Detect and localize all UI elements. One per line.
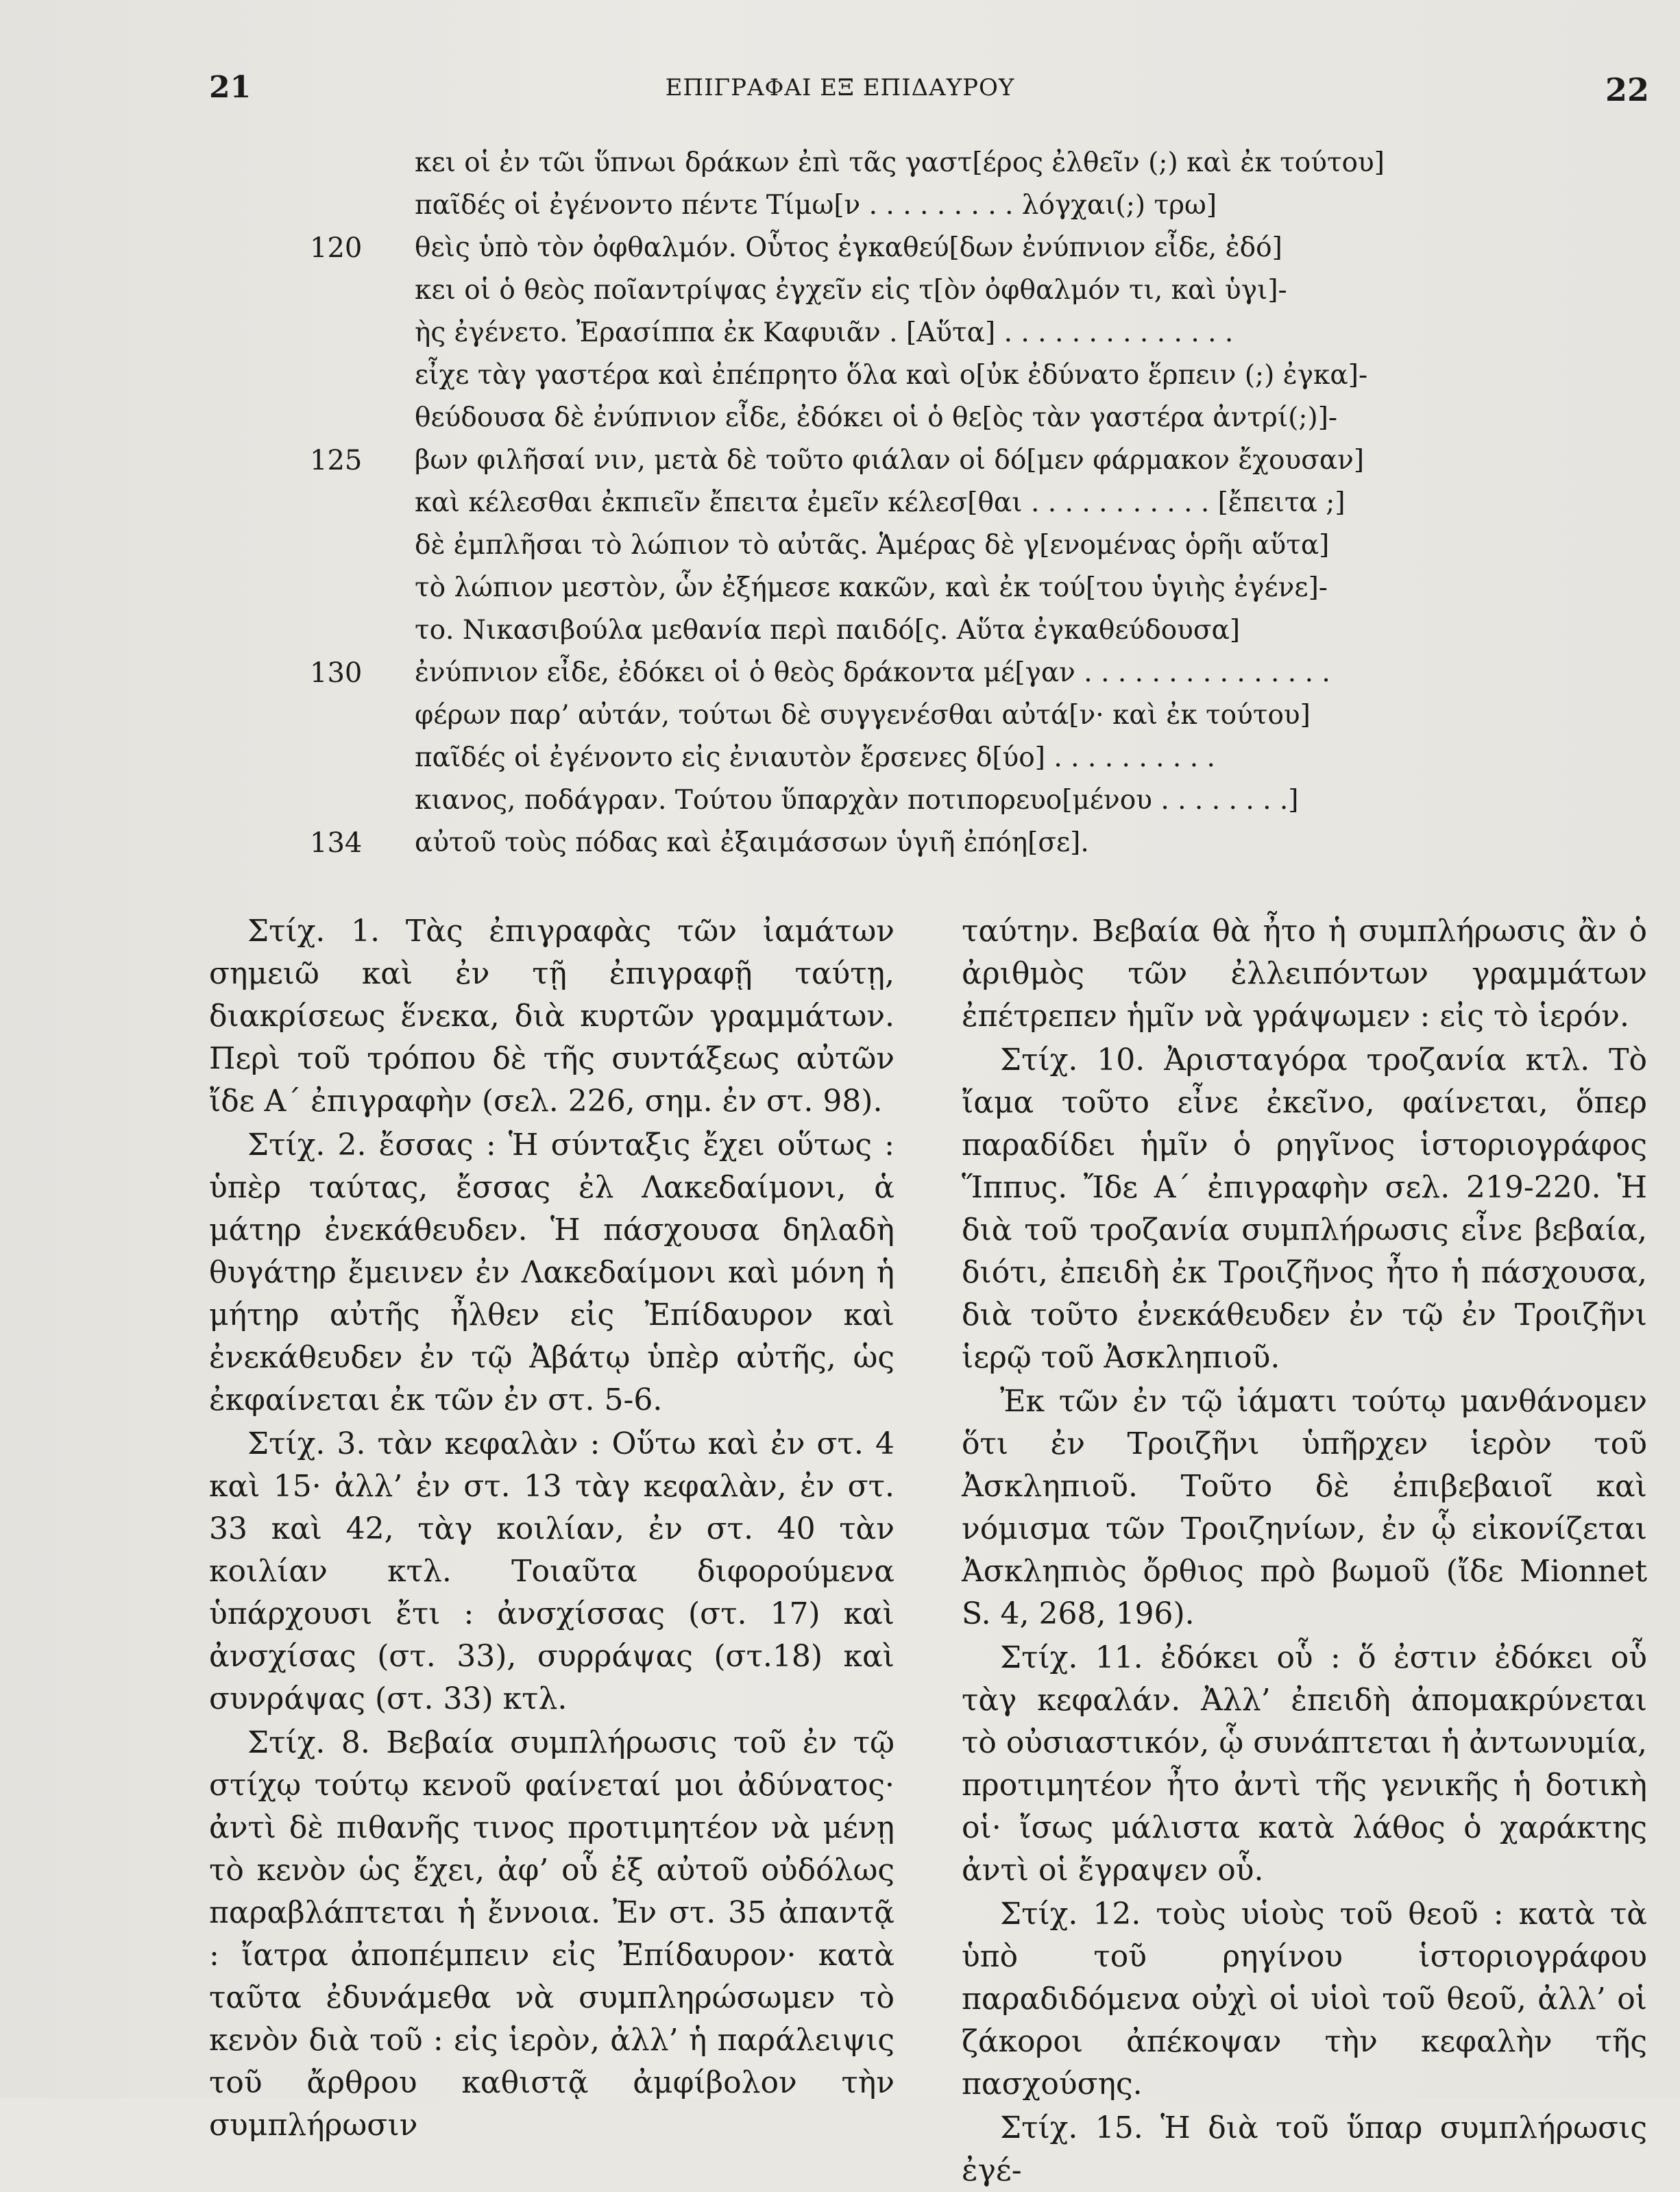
inscription-line: ἐνύπνιον εἶδε, ἐδόκει οἱ ὁ θεὸς δράκοντα μέ[γαν . . . . . . . . . . . . . . . bbox=[415, 657, 1330, 688]
commentary-paragraph: Στίχ. 15. Ἡ διὰ τοῦ ὕπαρ συμπλήρωσις ἐγέ- bbox=[962, 2110, 1647, 2188]
line-number: 130 bbox=[310, 657, 363, 689]
commentary-paragraph: Στίχ. 3. τὰν κεφαλὰν : Οὕτω καὶ ἐν στ. 4 καὶ 15· ἀλλ’ ἐν στ. 13 τὰγ κεφαλὰν, ἐν στ. 33 καὶ 42, τὰγ κοιλίαν, ἐν στ. 40 τὰν κοιλίαν κτλ. Τοιαῦτα διφορούμενα ὑπάρχουσι ἔτι : ἀνσχίσσας (στ. 17) καὶ ἀνσχίσας (στ. 33), συρράψας (στ.18) καὶ συνράψας (στ. 33) κτλ. bbox=[209, 1426, 894, 1716]
line-number: 134 bbox=[310, 827, 363, 859]
commentary-paragraph: Στίχ. 2. ἔσσας : Ἡ σύνταξις ἔχει οὕτως : ὑπὲρ ταύτας, ἔσσας ἐλ Λακεδαίμονι, ἁ μάτηρ ἐνεκάθευδεν. Ἡ πάσχουσα δηλαδὴ θυγάτηρ ἔμεινεν ἐν Λακεδαίμονι καὶ μόνη ἡ μήτηρ αὐτῆς ἦλθεν εἰς Ἐπίδαυρον καὶ ἐνεκάθευδεν ἐν τῷ Ἀβάτῳ ὑπὲρ αὐτῆς, ὡς ἐκφαίνεται ἐκ τῶν ἐν στ. 5-6. bbox=[209, 1128, 894, 1417]
commentary-paragraph: Στίχ. 12. τοὺς υἱοὺς τοῦ θεοῦ : κατὰ τὰ ὑπὸ τοῦ ρηγίνου ἱστοριογράφου παραδιδόμενα οὐχὶ οἱ υἱοὶ τοῦ θεοῦ, ἀλλ’ οἱ ζάκοροι ἀπέκοψαν τὴν κεφαλὴν τῆς πασχούσης. bbox=[962, 1897, 1647, 2102]
inscription-line: ὴς ἐγένετο. Ἐρασίππα ἐκ Καφυιᾶν . [Αὕτα] . . . . . . . . . . . . . . bbox=[415, 317, 1234, 348]
commentary-left-column bbox=[209, 910, 894, 2147]
inscription-line: θεὶς ὑπὸ τὸν ὀφθαλμόν. Οὗτος ἐγκαθεύ[δων ἐνύπνιον εἶδε, ἐδό] bbox=[415, 232, 1282, 263]
inscription-line: καὶ κέλεσθαι ἐκπιεῖν ἔπειτα ἐμεῖν κέλεσ[θαι . . . . . . . . . . . [ἔπειτα ;] bbox=[415, 487, 1346, 518]
running-title: ΕΠΙΓΡΑΦΑΙ ΕΞ ΕΠΙΔΑΥΡΟΥ bbox=[665, 74, 1015, 101]
inscription-line: κει οἱ ὁ θεὸς ποῖαντρίψας ἐγχεῖν εἰς τ[ὸν ὀφθαλμόν τι, καὶ ὑγι]- bbox=[415, 275, 1287, 306]
inscription-line: θεύδουσα δὲ ἐνύπνιον εἶδε, ἐδόκει οἱ ὁ θε[ὸς τὰν γαστέρα ἀντρί(;)]- bbox=[415, 402, 1338, 433]
commentary-paragraph: Στίχ. 8. Βεβαία συμπλήρωσις τοῦ ἐν τῷ στίχῳ τούτῳ κενοῦ φαίνεταί μοι ἀδύνατος· ἀντὶ δὲ πιθανῆς τινος προτιμητέον νὰ μένῃ τὸ κενὸν ὡς ἔχει, ἀφ’ οὗ ἐξ αὐτοῦ οὐδόλως παραβλάπτεται ἡ ἔννοια. Ἐν στ. 35 ἀπαντᾷ : ἴατρα ἀποπέμπειν εἰς Ἐπίδαυρον· κατὰ ταῦτα ἐδυνάμεθα νὰ συμπληρώσωμεν τὸ κενὸν διὰ τοῦ : εἰς ἱερὸν, ἀλλ’ ἡ παράλειψις τοῦ ἄρθρου καθιστᾷ ἀμφίβολον τὴν συμπλήρωσιν bbox=[209, 1725, 894, 2143]
inscription-line: φέρων παρ’ αὐτάν, τούτωι δὲ συγγενέσθαι αὐτά[ν· καὶ ἐκ τούτου] bbox=[415, 700, 1311, 731]
commentary-paragraph: Στίχ. 1. Τὰς ἐπιγραφὰς τῶν ἰαμάτων σημειῶ καὶ ἐν τῇ ἐπιγραφῇ ταύτῃ, διακρίσεως ἕνεκα, διὰ κυρτῶν γραμμάτων. Περὶ τοῦ τρόπου δὲ τῆς συντάξεως αὐτῶν ἴδε Α΄ ἐπιγραφὴν (σελ. 226, σημ. ἐν στ. 98). bbox=[209, 914, 894, 1119]
inscription-line: παῖδές οἱ ἐγένοντο πέντε Τίμω[ν . . . . . . . . . λόγχαι(;) τρω] bbox=[415, 190, 1217, 221]
inscription-line: παῖδές οἱ ἐγένοντο εἰς ἐνιαυτὸν ἔρσενες δ[ύο] . . . . . . . . . . bbox=[415, 742, 1215, 773]
right-page-number: 22 bbox=[1605, 71, 1649, 108]
line-number: 120 bbox=[310, 232, 363, 264]
commentary-paragraph: Στίχ. 11. ἐδόκει οὗ : ὅ ἐστιν ἐδόκει οὗ τὰγ κεφαλάν. Ἀλλ’ ἐπειδὴ ἀπομακρύνεται τὸ οὐσιαστικόν, ᾧ συνάπτεται ἡ ἀντωνυμία, προτιμητέον ἦτο ἀντὶ τῆς γενικῆς ἡ δοτικὴ οἱ· ἴσως μάλιστα κατὰ λάθος ὁ χαράκτης ἀντὶ οἱ ἔγραψεν οὗ. bbox=[962, 1640, 1647, 1888]
inscription-line: εἶχε τὰγ γαστέρα καὶ ἐπέπρητο ὅλα καὶ ο[ὐκ ἐδύνατο ἕρπειν (;) ἐγκα]- bbox=[415, 360, 1368, 391]
inscription-line: κει οἱ ἐν τῶι ὕπνωι δράκων ἐπὶ τᾶς γαστ[έρος ἐλθεῖν (;) καὶ ἐκ τούτου] bbox=[415, 147, 1385, 178]
inscription-line: κιανος, ποδάγραν. Τούτου ὕπαρχὰν ποτιπορευο[μένου . . . . . . . .] bbox=[415, 785, 1299, 816]
inscription-line: το. Νικασιβούλα μεθανία περὶ παιδό[ς. Αὕτα ἐγκαθεύδουσα] bbox=[415, 615, 1241, 646]
inscription-line: αὐτοῦ τοὺς πόδας καὶ ἐξαιμάσσων ὑγιῆ ἐπόη[σε]. bbox=[415, 827, 1089, 858]
line-number: 125 bbox=[310, 445, 363, 476]
left-page-number: 21 bbox=[209, 70, 252, 105]
commentary-paragraph: Στίχ. 10. Ἀρισταγόρα τροζανία κτλ. Τὸ ἴαμα τοῦτο εἶνε ἐκεῖνο, φαίνεται, ὅπερ παραδίδει ἡμῖν ὁ ρηγῖνος ἱστοριογράφος Ἵππυς. Ἴδε Α΄ ἐπιγραφὴν σελ. 219-220. Ἡ διὰ τοῦ τροζανία συμπλήρωσις εἶνε βεβαία, διότι, ἐπειδὴ ἐκ Τροιζῆνος ἦτο ἡ πάσχουσα, διὰ τοῦτο ἐνεκάθευδεν ἐν τῷ ἐν Τροιζῆνι ἱερῷ τοῦ Ἀσκληπιοῦ. bbox=[962, 1043, 1647, 1375]
commentary-right-column bbox=[962, 910, 1647, 2192]
inscription-line: δὲ ἐμπλῆσαι τὸ λώπιον τὸ αὐτᾶς. Ἁμέρας δὲ γ[ενομένας ὁρῆι αὕτα] bbox=[415, 530, 1330, 561]
commentary-paragraph: ταύτην. Βεβαία θὰ ἦτο ἡ συμπλήρωσις ἂν ὁ ἀριθμὸς τῶν ἐλλειπόντων γραμμάτων ἐπέτρεπεν ἡμῖν νὰ γράψωμεν : εἰς τὸ ἱερόν. bbox=[962, 914, 1647, 1034]
commentary-paragraph: Ἐκ τῶν ἐν τῷ ἰάματι τούτῳ μανθάνομεν ὅτι ἐν Τροιζῆνι ὑπῆρχεν ἱερὸν τοῦ Ἀσκληπιοῦ. Τοῦτο δὲ ἐπιβεβαιοῖ καὶ νόμισμα τῶν Τροιζηνίων, ἐν ᾧ εἰκονίζεται Ἀσκληπιὸς ὄρθιος πρὸ βωμοῦ (ἴδε Mionnet S. 4, 268, 196). bbox=[962, 1384, 1647, 1631]
inscription-line: βων φιλῆσαί νιν, μετὰ δὲ τοῦτο φιάλαν οἱ δό[μεν φάρμακον ἔχουσαν] bbox=[415, 445, 1365, 476]
inscription-line: τὸ λώπιον μεστὸν, ὧν ἐξήμεσε κακῶν, καὶ ἐκ τού[του ὑγιὴς ἐγένε]- bbox=[415, 572, 1328, 603]
